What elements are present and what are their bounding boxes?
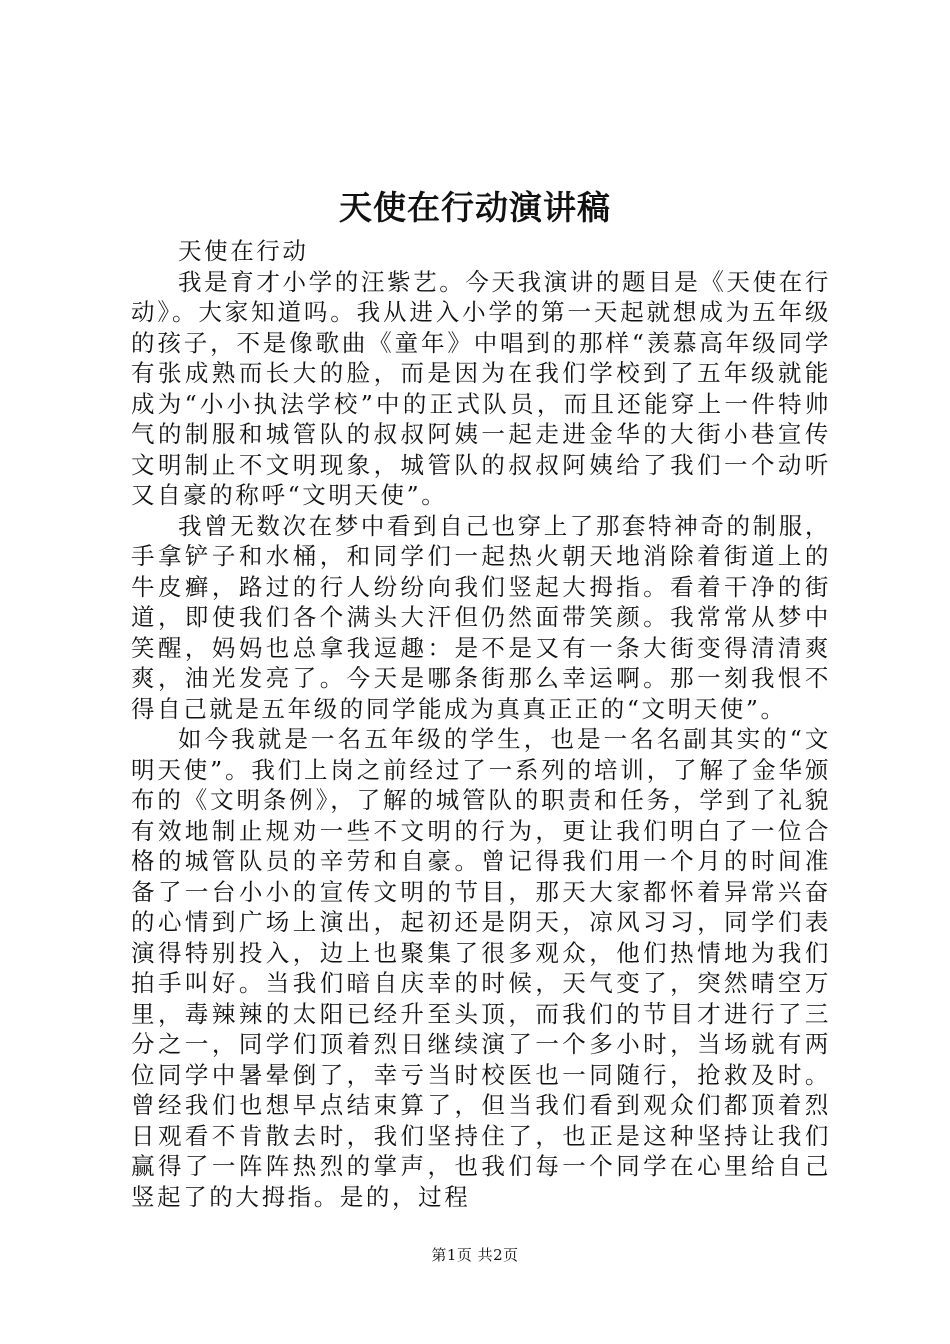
document-title: 天使在行动演讲稿 (339, 188, 611, 227)
paragraph-subtitle: 天使在行动 (178, 237, 309, 265)
paragraph: 我是育才小学的汪紫艺。今天我演讲的题目是《天使在行动》。大家知道吗。我从进入小学的第一天起就想成为五年级的孩子，不是像歌曲《童年》中唱到的那样“羡慕高年级同学有张成熟而长大的脸，而是因为在我们学校到了五年级就能成为“小小执法学校”中的正式队员，而且还能穿上一件特帅气的制服和城管队的叔叔阿姨一起走进金华的大街小巷宣传文明制止不文明现象，城管队的叔叔阿姨给了我们一个动听又自豪的称呼“文明天使”。 (131, 267, 831, 509)
page-number-footer: 第1页 共2页 (431, 1246, 519, 1264)
paragraph: 我曾无数次在梦中看到自己也穿上了那套特神奇的制服，手拿铲子和水桶，和同学们一起热火朝天地消除着街道上的牛皮癣，路过的行人纷纷向我们竖起大拇指。看着干净的街道，即使我们各个满头大汗但仍然面带笑颜。我常常从梦中笑醒，妈妈也总拿我逗趣：是不是又有一条大街变得清清爽爽，油光发亮了。今天是哪条街那么幸运啊。那一刻我恨不得自己就是五年级的同学能成为真真正正的“文明天使”。 (131, 511, 831, 723)
paragraph: 如今我就是一名五年级的学生，也是一名名副其实的“文明天使”。我们上岗之前经过了一系列的培训，了解了金华颁布的《文明条例》，了解的城管队的职责和任务，学到了礼貌有效地制止规劝一些不文明的行为，更让我们明白了一位合格的城管队员的辛劳和自豪。曾记得我们用一个月的时间准备了一台小小的宣传文明的节目，那天大家都怀着异常兴奋的心情到广场上演出，起初还是阴天，凉风习习，同学们表演得特别投入，边上也聚集了很多观众，他们热情地为我们拍手叫好。当我们暗自庆幸的时候，天气变了，突然晴空万里，毒辣辣的太阳已经升至头顶，而我们的节目才进行了三分之一，同学们顶着烈日继续演了一个多小时，当场就有两位同学中暑晕倒了，幸亏当时校医也一同随行，抢救及时。曾经我们也想早点结束算了，但当我们看到观众们都顶着烈日观看不肯散去时，我们坚持住了，也正是这种坚持让我们赢得了一阵阵热烈的掌声，也我们每一个同学在心里给自己竖起了的大拇指。是的，过程 (131, 725, 831, 1211)
document-body (131, 236, 831, 1212)
